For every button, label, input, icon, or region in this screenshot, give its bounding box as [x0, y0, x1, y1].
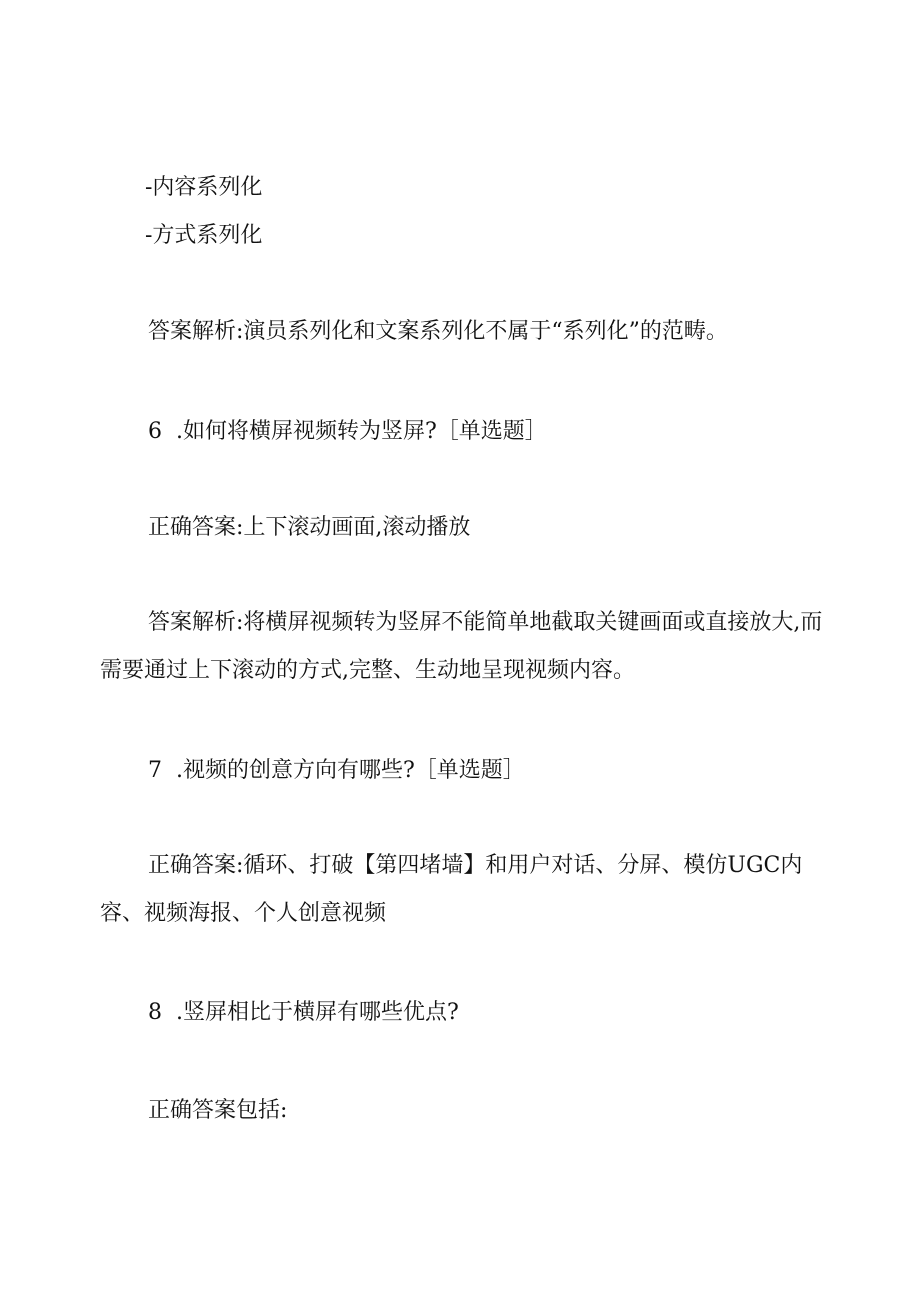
question-number: 7 [148, 758, 162, 783]
list-item-method-series: -方式系列化 [145, 223, 263, 248]
correct-answer-7-line-1: 正确答案:循环、打破【第四堵墙】和用户对话、分屏、模仿UGC内 [148, 853, 803, 878]
correct-answer-7-line-2: 容、视频海报、个人创意视频 [100, 901, 387, 926]
question-text: .如何将横屏视频转为竖屏?［单选题］ [176, 419, 547, 444]
answer-analysis-6-line-1: 答案解析:将横屏视频转为竖屏不能简单地截取关键画面或直接放大,而 [148, 610, 823, 635]
question-text: .视频的创意方向有哪些?［单选题］ [176, 758, 525, 783]
answer-analysis-5: 答案解析:演员系列化和文案系列化不属于“系列化”的范畴。 [148, 319, 728, 344]
question-7 [148, 760, 525, 782]
question-8 [148, 1002, 459, 1024]
correct-answer-6: 正确答案:上下滚动画面,滚动播放 [148, 515, 471, 540]
list-item-content-series: -内容系列化 [145, 175, 263, 200]
question-6 [148, 421, 547, 443]
question-number: 6 [148, 419, 162, 444]
question-text: .竖屏相比于横屏有哪些优点? [176, 1000, 459, 1025]
question-number: 8 [148, 1000, 162, 1025]
correct-answer-8: 正确答案包括: [148, 1098, 288, 1123]
answer-analysis-6-line-2: 需要通过上下滚动的方式,完整、生动地呈现视频内容。 [100, 658, 635, 683]
